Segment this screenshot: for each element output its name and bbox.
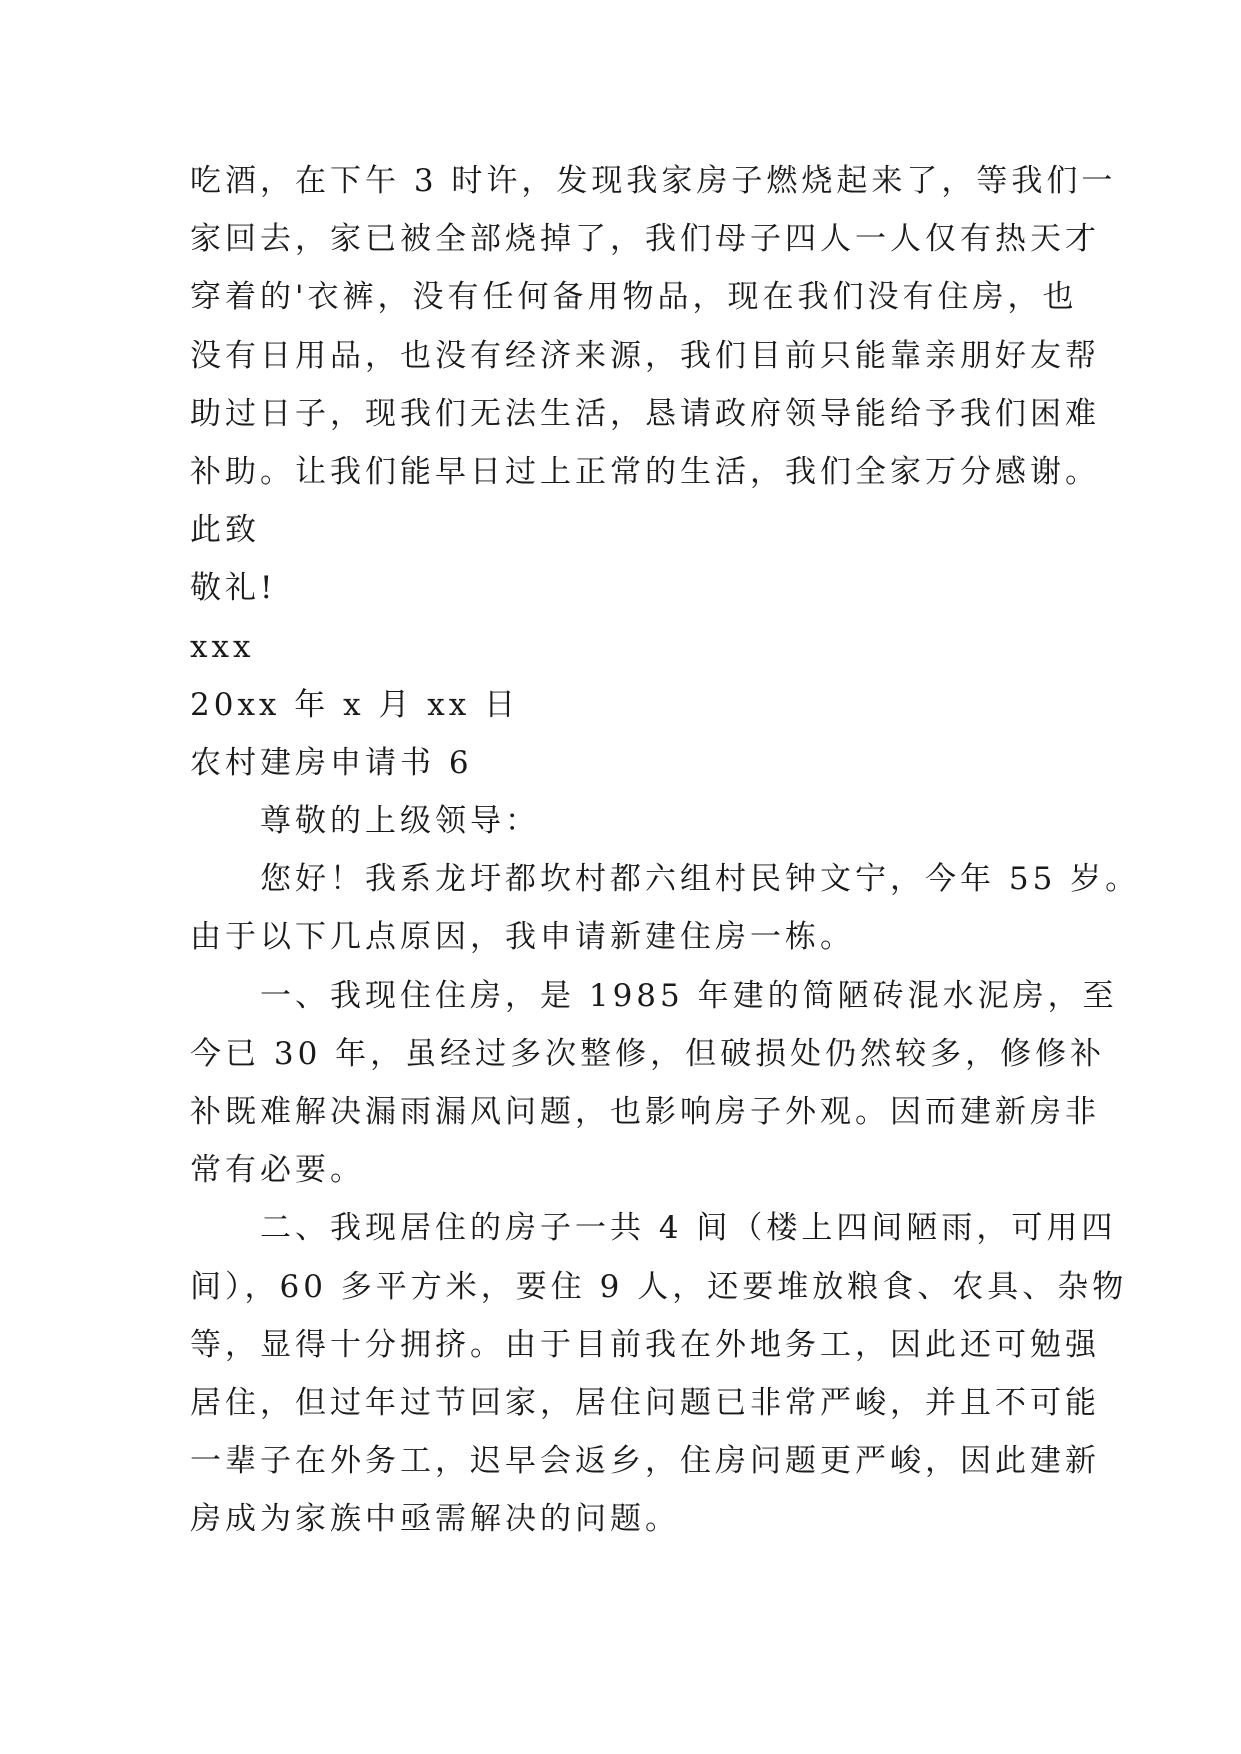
text-line: 房成为家族中亟需解决的问题。 [190,1501,680,1538]
text-line: 20xx 年 x 月 xx 日 [190,686,520,723]
text-line: 一、我现住住房，是 1985 年建的简陋砖混水泥房，至 [260,977,1118,1014]
text-line: 补助。让我们能早日过上正常的生活，我们全家万分感谢。 [190,453,1100,490]
text-line: 居住，但过年过节回家，居住问题已非常严峻，并且不可能 [190,1384,1100,1421]
text-line: 今已 30 年，虽经过多次整修，但破损处仍然较多，修修补 [190,1035,1106,1072]
text-line: 常有必要。 [190,1152,365,1189]
text-line: 没有日用品，也没有经济来源，我们目前只能靠亲朋好友帮 [190,337,1100,374]
text-line: 敬礼! [190,570,277,607]
text-line: 二、我现居住的房子一共 4 间（楼上四间陋雨，可用四 [260,1210,1117,1247]
document-body [190,152,1141,1549]
text-line: 尊敬的上级领导： [260,803,540,840]
text-line: 由于以下几点原因，我申请新建住房一栋。 [190,919,855,956]
text-line: 间），60 多平方米，要住 9 人，还要堆放粮食、农具、杂物 [190,1268,1128,1305]
text-line: 助过日子，现我们无法生活，恳请政府领导能给予我们困难 [190,395,1100,432]
text-line: 穿着的'衣裤，没有任何备用物品，现在我们没有住房，也 [190,279,1078,316]
text-line: xxx [190,628,255,665]
text-line: 一辈子在外务工，迟早会返乡，住房问题更严峻，因此建新 [190,1443,1100,1480]
text-line: 等，显得十分拥挤。由于目前我在外地务工，因此还可勉强 [190,1326,1100,1363]
text-line: 吃酒，在下午 3 时许，发现我家房子燃烧起来了，等我们一 [190,163,1117,199]
text-line: 农村建房申请书 6 [190,744,473,781]
text-line: 此致 [190,512,260,549]
text-line: 补既难解决漏雨漏风问题，也影响房子外观。因而建新房非 [190,1094,1100,1130]
text-line: 您好！我系龙圩都坎村都六组村民钟文宁，今年 55 岁。 [260,861,1141,898]
text-line: 家回去，家已被全部烧掉了，我们母子四人一人仅有热天才 [190,221,1100,258]
